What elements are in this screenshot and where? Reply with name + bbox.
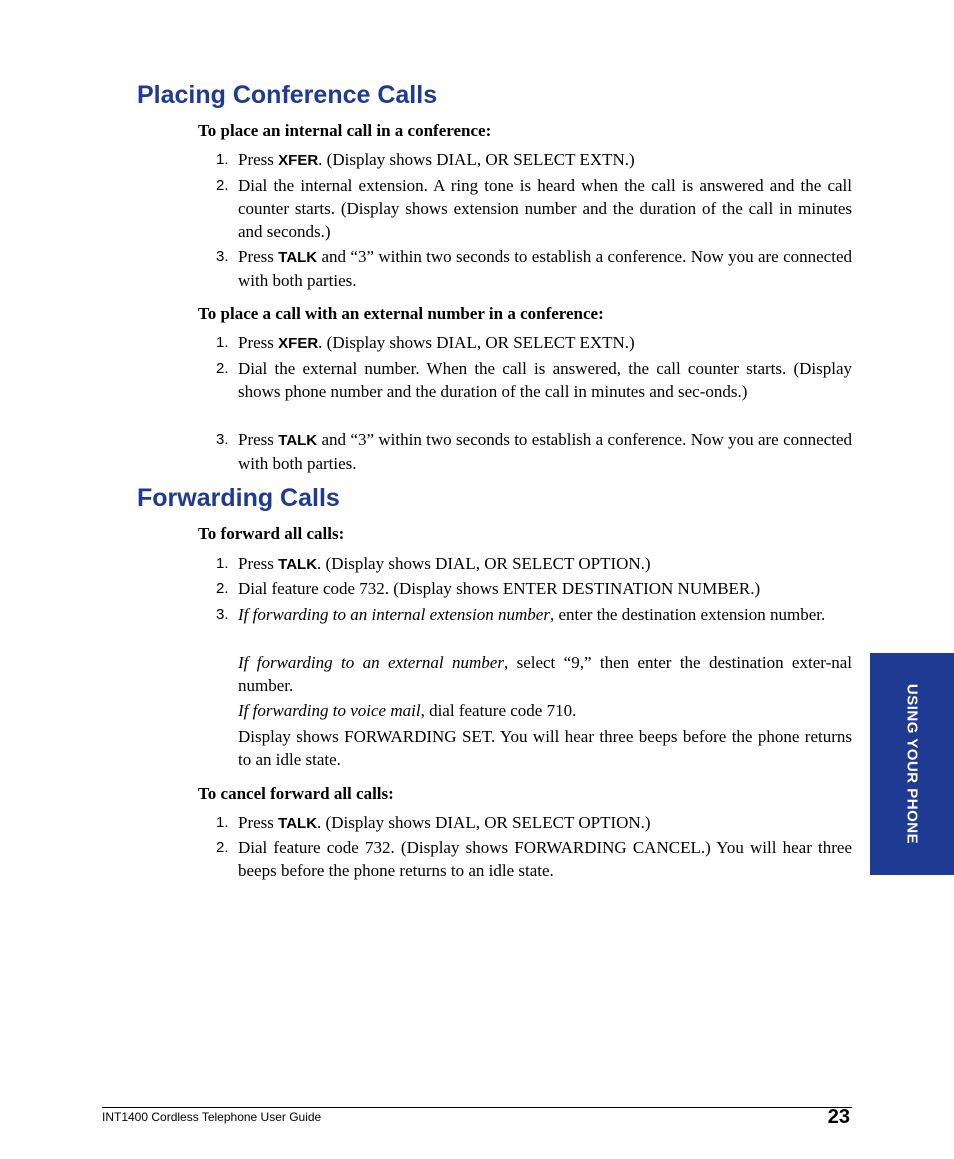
list-item: 1. Press XFER. (Display shows DIAL, OR SELECT EXTN.) xyxy=(216,333,635,352)
list-item: 2. Dial feature code 732. (Display shows ENTER DESTINATION NUMBER.) xyxy=(216,579,761,598)
list-item: 1. Press TALK. (Display shows DIAL, OR SELECT OPTION.) xyxy=(216,554,651,573)
list-item: 1. Press XFER. (Display shows DIAL, OR SELECT EXTN.) xyxy=(216,150,635,169)
heading-placing-conference-calls: Placing Conference Calls xyxy=(137,81,438,109)
key-xfer: XFER xyxy=(278,335,319,352)
side-section-tab xyxy=(870,653,954,875)
footer-title: INT1400 Cordless Telephone User Guide xyxy=(102,1110,322,1124)
page-number: 23 xyxy=(827,1106,850,1128)
key-xfer: XFER xyxy=(278,152,319,169)
list-item: 3. Press TALK and “3” within two seconds to establish a conference. Now you are connected with both parties. xyxy=(216,430,852,473)
key-talk: TALK xyxy=(278,432,318,449)
paragraph: If forwarding to an external number, select “9,” then enter the destination exter-nal number. xyxy=(238,653,852,695)
heading-forwarding-calls: Forwarding Calls xyxy=(137,484,340,512)
paragraph: If forwarding to voice mail, dial feature code 710. xyxy=(238,701,577,720)
subheading-cancel-forward: To cancel forward all calls: xyxy=(198,784,394,803)
paragraph: Display shows FORWARDING SET. You will hear three beeps before the phone returns to an idle state. xyxy=(238,727,852,769)
side-tab-label: USING YOUR PHONE xyxy=(903,683,921,845)
list-item: 2. Dial the external number. When the call is answered, the call counter starts. (Display shows phone number and the duration of the call in minutes and sec-onds.) xyxy=(216,359,852,401)
list-item: 3. Press TALK and “3” within two seconds to establish a conference. Now you are connected with both parties. xyxy=(216,247,852,290)
key-talk: TALK xyxy=(278,815,318,832)
subheading-external-conference: To place a call with an external number in a conference: xyxy=(198,304,604,323)
list-item: 2. Dial the internal extension. A ring tone is heard when the call is answered and the call counter starts. (Display shows extension number and the duration of the call in minutes and seconds.) xyxy=(216,176,852,241)
subheading-internal-conference: To place an internal call in a conference: xyxy=(198,121,492,140)
key-talk: TALK xyxy=(278,249,318,266)
list-item: 2. Dial feature code 732. (Display shows FORWARDING CANCEL.) You will hear three beeps before the phone returns to an idle state. xyxy=(216,838,852,880)
list-item: 1. Press TALK. (Display shows DIAL, OR SELECT OPTION.) xyxy=(216,813,651,832)
footer-divider xyxy=(102,1107,852,1108)
list-item: 3. If forwarding to an internal extension number, enter the destination extension number. xyxy=(216,605,826,624)
subheading-forward-all: To forward all calls: xyxy=(198,524,345,543)
key-talk: TALK xyxy=(278,556,318,573)
